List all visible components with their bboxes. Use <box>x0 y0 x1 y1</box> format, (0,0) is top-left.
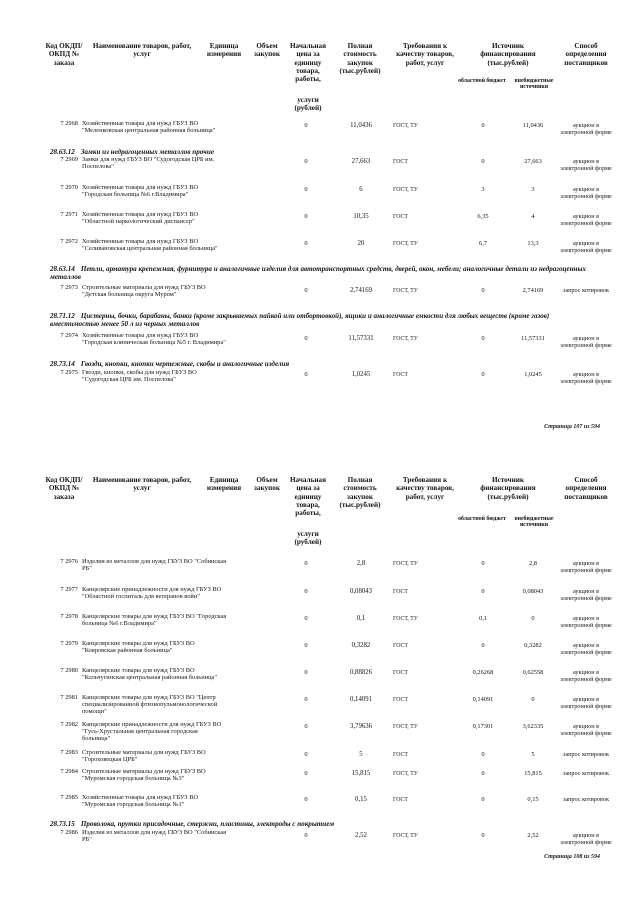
header-unit: Единица измерения <box>206 42 242 59</box>
procurement-method: запрос котировок <box>563 287 609 294</box>
quality-requirements: ГОСТ, ТУ <box>393 616 418 622</box>
quality-requirements: ГОСТ <box>393 372 408 378</box>
header-full-cost: Полная стоимость закупок (тыс.рублей) <box>339 42 381 75</box>
other-sources: 0,62558 <box>522 669 544 676</box>
initial-price: 0 <box>304 560 308 567</box>
item-name: Строительные материалы для нужд ГБУЗ ВО "Детская больница округа Муром" <box>82 284 206 299</box>
regional-budget: 0 <box>481 642 485 649</box>
procurement-method: аукцион в электронной форме <box>560 186 612 201</box>
header-name: Наименование товаров, работ, услуг <box>92 42 192 59</box>
quality-requirements: ГОСТ, ТУ <box>393 771 418 777</box>
category-title: Петли, арматура крепежная, фурнитура и аналогичные изделия для автотранспортных средств, дверей, окон, мебели; аналогичные детали из недрагоценных металлов <box>50 265 586 282</box>
other-sources: 0 <box>531 615 535 622</box>
quality-requirements: ГОСТ <box>393 159 408 165</box>
category-heading <box>50 360 595 368</box>
full-cost: 3,79636 <box>349 723 373 730</box>
regional-budget: 6,35 <box>477 213 489 220</box>
order-number: 7 2979 <box>60 640 78 647</box>
other-sources: 2,74169 <box>522 287 544 294</box>
order-number: 7 2968 <box>60 120 78 127</box>
order-number: 7 2970 <box>60 184 78 191</box>
other-sources: 15,815 <box>524 770 542 777</box>
regional-budget: 0 <box>481 371 485 378</box>
initial-price: 0 <box>304 751 308 758</box>
other-sources: 0 <box>531 696 535 703</box>
regional-budget: 0 <box>481 796 485 803</box>
header-source-other: внебюджетные источники <box>514 516 554 529</box>
regional-budget: 0 <box>481 832 485 839</box>
initial-price: 0 <box>304 723 308 730</box>
procurement-method: запрос котировок <box>563 770 609 777</box>
full-cost: 0,14091 <box>349 696 373 703</box>
other-sources: 0,15 <box>527 796 539 803</box>
initial-price: 0 <box>304 588 308 595</box>
header-source-regional: областной бюджет <box>458 516 506 522</box>
item-name: Канцелярские товары для нужд ГБУЗ ВО "Городская больница №6 г.Владимира" <box>82 613 227 628</box>
full-cost: 0,15 <box>355 796 367 803</box>
procurement-method: аукцион в электронной форме <box>560 696 612 711</box>
order-number: 7 2969 <box>60 156 78 163</box>
item-name: Хозяйственные товары для нужд ГБУЗ ВО "Городская клиническая больница №5 г. Владимира" <box>82 332 226 347</box>
order-number: 7 2981 <box>60 694 78 701</box>
regional-budget: 0,1 <box>479 615 487 622</box>
order-number: 7 2980 <box>60 667 78 674</box>
order-number: 7 2984 <box>60 768 78 775</box>
order-number: 7 2975 <box>60 369 78 376</box>
regional-budget: 0 <box>481 122 485 129</box>
procurement-method: аукцион в электронной форме <box>560 588 612 603</box>
full-cost: 2,8 <box>356 560 366 567</box>
category-heading <box>50 820 595 828</box>
category-title: Проволока, прутки присадочные, стержни, пластины, электроды с покрытием <box>80 820 335 828</box>
procurement-method: аукцион в электронной форме <box>560 832 612 847</box>
full-cost: 10,35 <box>353 213 369 220</box>
other-sources: 11,0436 <box>522 122 544 129</box>
full-cost: 2,52 <box>355 832 367 839</box>
initial-price: 0 <box>304 186 308 193</box>
regional-budget: 6,7 <box>479 240 487 247</box>
initial-price: 0 <box>304 796 308 803</box>
other-sources: 11,57331 <box>521 335 545 342</box>
full-cost: 11,57331 <box>348 335 374 342</box>
other-sources: 2,52 <box>527 832 539 839</box>
order-number: 7 2986 <box>60 829 78 836</box>
order-number: 7 2978 <box>60 613 78 620</box>
order-number: 7 2976 <box>60 558 78 565</box>
quality-requirements: ГОСТ, ТУ <box>393 123 418 129</box>
quality-requirements: ГОСТ, ТУ <box>393 241 418 247</box>
page-number: Страница 108 из 594 <box>544 854 600 860</box>
regional-budget: 0 <box>481 287 485 294</box>
category-code: 28.73.14 <box>50 360 75 368</box>
other-sources: 27,663 <box>524 158 542 165</box>
category-title: Цистерны, бочки, барабаны, банки (кроме закрываемых пайкой или отбортовкой), ящики и аналогичные емкости для любых веществ (кроме газов) вместимостью менее 50 л из черных металлов <box>50 312 550 329</box>
category-heading <box>50 265 595 281</box>
item-name: Хозяйственные товары для нужд ГБУЗ ВО "Муромская городская больница №1" <box>82 794 199 809</box>
header-method: Способ определения поставщиков <box>564 42 608 67</box>
header-price-2: услуги (рублей) <box>294 530 322 547</box>
order-number: 7 2985 <box>60 794 78 801</box>
page-number: Страница 107 из 594 <box>544 424 600 430</box>
item-name: Замки для нужд ГБУЗ ВО "Судогодская ЦРБ им. Поспелова" <box>82 156 215 171</box>
item-name: Канцелярские принадлежности для нужд ГБУЗ ВО "Областной госпиталь для ветеранов войн" <box>82 586 222 601</box>
procurement-method: аукцион в электронной форме <box>560 642 612 657</box>
item-name: Канцелярские принадлежности для нужд ГБУЗ ВО "Гусь-Хрустальная центральная городская больница" <box>82 721 222 743</box>
regional-budget: 0,17301 <box>472 723 494 730</box>
procurement-method: аукцион в электронной форме <box>560 335 612 350</box>
quality-requirements: ГОСТ <box>393 670 408 676</box>
full-cost: 0,88826 <box>349 669 373 676</box>
procurement-method: запрос котировок <box>563 796 609 803</box>
initial-price: 0 <box>304 615 308 622</box>
quality-requirements: ГОСТ, ТУ <box>393 336 418 342</box>
regional-budget: 0 <box>481 770 485 777</box>
quality-requirements: ГОСТ, ТУ <box>393 724 418 730</box>
header-price: Начальная цена за единицу товара, работы, <box>289 42 327 84</box>
procurement-method: аукцион в электронной форме <box>560 240 612 255</box>
full-cost: 20 <box>357 240 365 247</box>
order-number: 7 2973 <box>60 284 78 291</box>
category-code: 28.71.12 <box>50 312 75 320</box>
full-cost: 0,08043 <box>349 588 373 595</box>
other-sources: 3,62335 <box>522 723 544 730</box>
quality-requirements: ГОСТ <box>393 214 408 220</box>
category-heading <box>50 312 595 328</box>
full-cost: 6 <box>359 186 363 193</box>
procurement-method: аукцион в электронной форме <box>560 723 612 738</box>
quality-requirements: ГОСТ <box>393 697 408 703</box>
initial-price: 0 <box>304 669 308 676</box>
quality-requirements: ГОСТ <box>393 797 408 803</box>
full-cost: 5 <box>359 751 363 758</box>
quality-requirements: ГОСТ, ТУ <box>393 288 418 294</box>
category-title: Гвозди, кнопки, кнопки чертежные, скобы и аналогичные изделия <box>80 360 290 368</box>
other-sources: 2,8 <box>529 560 537 567</box>
full-cost: 0,3282 <box>351 642 371 649</box>
header-source: Источник финансирования (тыс.рублей) <box>480 476 536 501</box>
order-number: 7 2983 <box>60 749 78 756</box>
header-requirements: Требования к качеству товаров, работ, услуг <box>396 476 454 501</box>
header-volume: Объем закупок <box>254 42 280 59</box>
initial-price: 0 <box>304 122 308 129</box>
document-page-107 <box>0 0 640 452</box>
header-requirements: Требования к качеству товаров, работ, услуг <box>396 42 454 67</box>
item-name: Хозяйственные товары для нужд ГБУЗ ВО "Меленковская центральная районная больница" <box>82 120 216 135</box>
header-method: Способ определения поставщиков <box>564 476 608 501</box>
procurement-method: аукцион в электронной форме <box>560 560 612 575</box>
initial-price: 0 <box>304 287 308 294</box>
regional-budget: 0 <box>481 751 485 758</box>
procurement-method: аукцион в электронной форме <box>560 122 612 137</box>
header-code: Код ОКДП/ ОКПД № заказа <box>45 42 83 67</box>
initial-price: 0 <box>304 371 308 378</box>
full-cost: 2,74169 <box>349 287 373 294</box>
header-source: Источник финансирования (тыс.рублей) <box>480 42 536 67</box>
procurement-method: аукцион в электронной форме <box>560 669 612 684</box>
regional-budget: 0 <box>481 588 485 595</box>
other-sources: 3 <box>531 186 535 193</box>
other-sources: 4 <box>531 213 535 220</box>
initial-price: 0 <box>304 770 308 777</box>
order-number: 7 2982 <box>60 721 78 728</box>
header-price: Начальная цена за единицу товара, работы, <box>289 476 327 518</box>
header-code: Код ОКДП/ ОКПД № заказа <box>45 476 83 501</box>
regional-budget: 0 <box>481 158 485 165</box>
item-name: Строительные материалы для нужд ГБУЗ ВО "Гороховецкая ЦРБ" <box>82 749 206 764</box>
regional-budget: 0 <box>481 335 485 342</box>
document-page-108 <box>0 452 640 905</box>
header-source-regional: областной бюджет <box>458 78 506 84</box>
item-name: Строительные материалы для нужд ГБУЗ ВО "Муромская городская больница №3" <box>82 768 206 783</box>
category-code: 28.63.12 <box>50 148 75 156</box>
full-cost: 15,815 <box>351 770 371 777</box>
quality-requirements: ГОСТ, ТУ <box>393 187 418 193</box>
regional-budget: 0,26268 <box>472 669 494 676</box>
quality-requirements: ГОСТ <box>393 752 408 758</box>
full-cost: 27,663 <box>351 158 371 165</box>
other-sources: 0,08043 <box>522 588 544 595</box>
regional-budget: 0 <box>481 560 485 567</box>
initial-price: 0 <box>304 335 308 342</box>
item-name: Изделия из металлов для нужд ГБУЗ ВО "Собинская РБ" <box>82 558 227 573</box>
header-unit: Единица измерения <box>206 476 242 493</box>
item-name: Хозяйственные товары для нужд ГБУЗ ВО "Городская больница №6 г.Владимира" <box>82 184 199 199</box>
category-title: Замки из недрагоценных металлов прочие <box>80 148 214 156</box>
item-name: Гвозди, кнопки, скобы для нужд ГБУЗ ВО "Судогодская ЦРБ им. Поспелова" <box>82 369 197 384</box>
quality-requirements: ГОСТ <box>393 643 408 649</box>
item-name: Канцелярские товары для нужд ГБУЗ ВО "Центр специализированной фтизиопульмонологической помощи" <box>82 694 218 716</box>
procurement-method: запрос котировок <box>563 751 609 758</box>
order-number: 7 2972 <box>60 238 78 245</box>
procurement-method: аукцион в электронной форме <box>560 158 612 173</box>
quality-requirements: ГОСТ, ТУ <box>393 833 418 839</box>
header-full-cost: Полная стоимость закупок (тыс.рублей) <box>339 476 381 509</box>
header-name: Наименование товаров, работ, услуг <box>92 476 192 493</box>
full-cost: 1,0245 <box>351 371 371 378</box>
order-number: 7 2977 <box>60 586 78 593</box>
category-code: 28.73.15 <box>50 820 75 828</box>
item-name: Изделия из металлов для нужд ГБУЗ ВО "Собинская РБ" <box>82 829 227 844</box>
procurement-method: аукцион в электронной форме <box>560 213 612 228</box>
order-number: 7 2974 <box>60 332 78 339</box>
initial-price: 0 <box>304 158 308 165</box>
other-sources: 5 <box>531 751 535 758</box>
other-sources: 1,0245 <box>524 371 542 378</box>
item-name: Канцелярские товары для нужд ГБУЗ ВО "Кольчугинская центральная районная больница" <box>82 667 217 682</box>
regional-budget: 0,14091 <box>472 696 494 703</box>
regional-budget: 3 <box>481 186 485 193</box>
quality-requirements: ГОСТ, ТУ <box>393 561 418 567</box>
category-heading <box>50 148 595 156</box>
full-cost: 11,0436 <box>350 122 372 129</box>
other-sources: 13,3 <box>527 240 539 247</box>
item-name: Хозяйственные товары для нужд ГБУЗ ВО "Селивановская центральная районная больница" <box>82 238 218 253</box>
item-name: Хозяйственные товары для нужд ГБУЗ ВО "Областной наркологический диспансер" <box>82 211 199 226</box>
full-cost: 0,1 <box>356 615 366 622</box>
category-code: 28.63.14 <box>50 265 75 273</box>
initial-price: 0 <box>304 696 308 703</box>
quality-requirements: ГОСТ <box>393 589 408 595</box>
procurement-method: аукцион в электронной форме <box>560 615 612 630</box>
header-price-2: услуги (рублей) <box>294 96 322 113</box>
initial-price: 0 <box>304 642 308 649</box>
initial-price: 0 <box>304 240 308 247</box>
item-name: Канцелярские товары для нужд ГБУЗ ВО "Ковровская районная больница" <box>82 640 195 655</box>
initial-price: 0 <box>304 832 308 839</box>
initial-price: 0 <box>304 213 308 220</box>
order-number: 7 2971 <box>60 211 78 218</box>
header-source-other: внебюджетные источники <box>514 78 554 91</box>
procurement-method: аукцион в электронной форме <box>560 371 612 386</box>
other-sources: 0,3282 <box>524 642 542 649</box>
header-volume: Объем закупок <box>254 476 280 493</box>
